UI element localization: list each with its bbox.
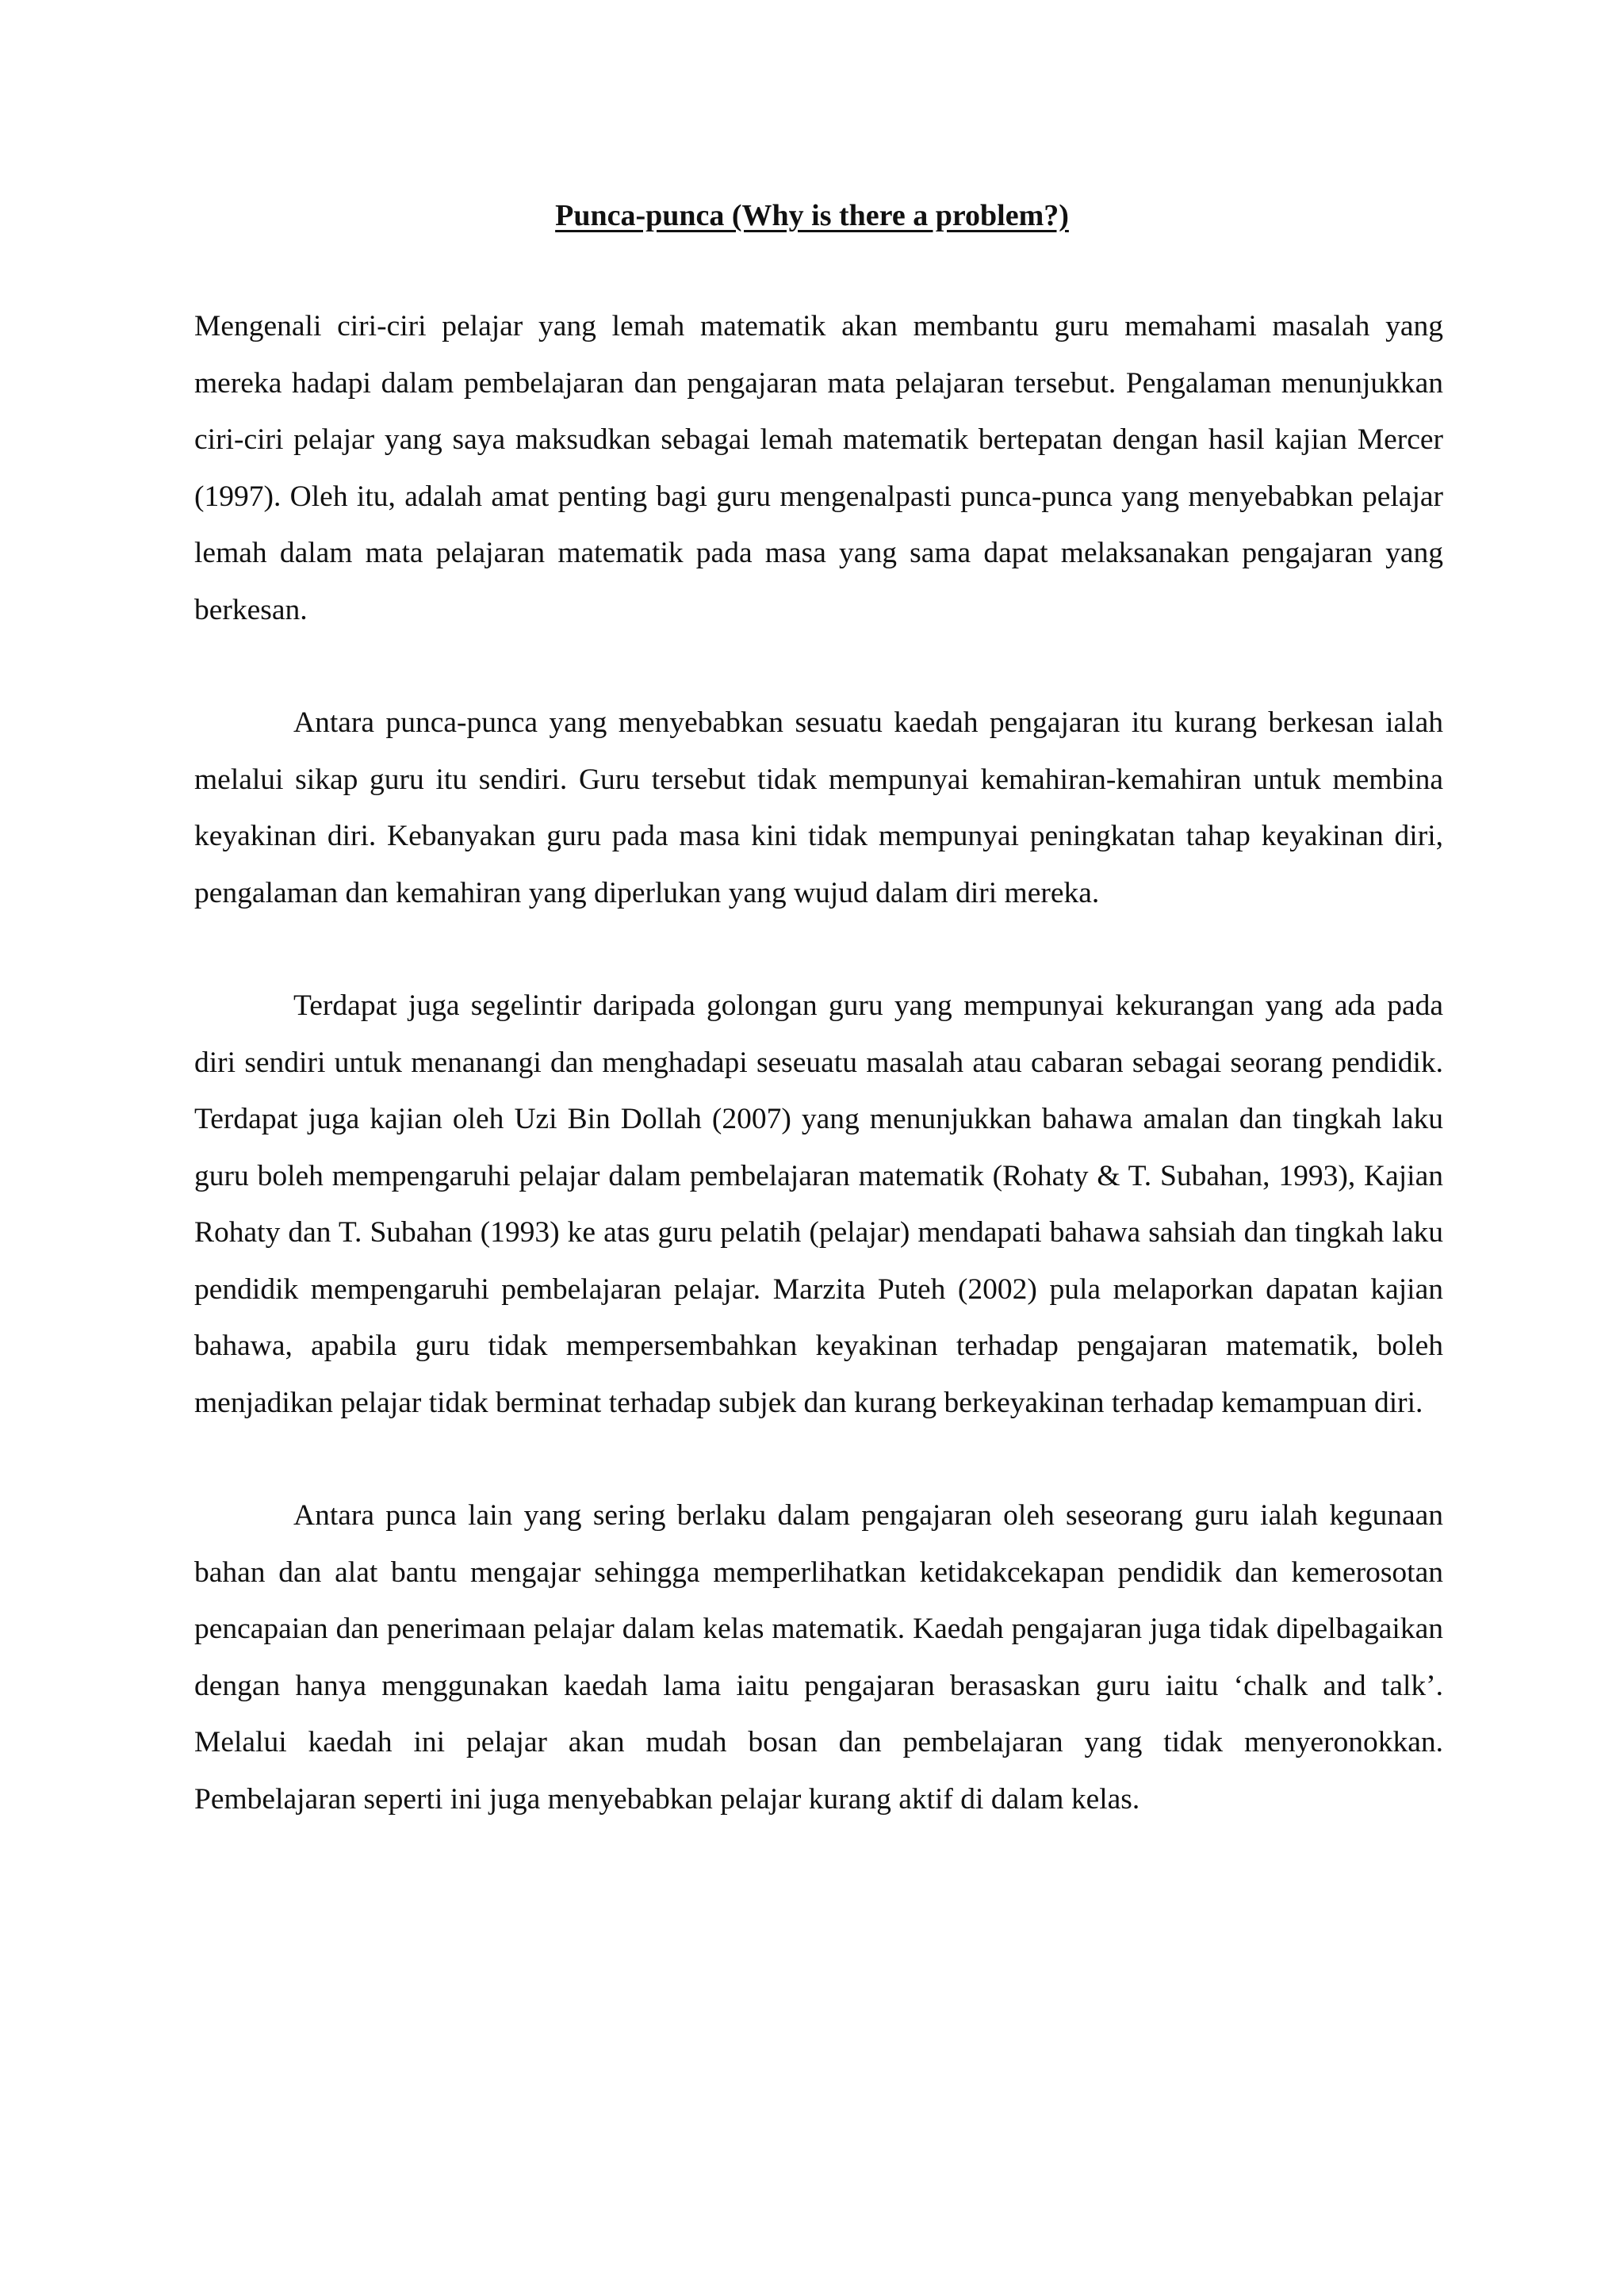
paragraph-1: Mengenali ciri-ciri pelajar yang lemah matematik akan membantu guru memahami masalah yang mereka hadapi dalam pembelajaran dan pengajaran mata pelajaran tersebut. Pengalaman menunjukkan ciri-ciri pelajar yang saya maksudkan sebagai lemah matematik bertepatan dengan hasil kajian Mercer (1997). Oleh itu, adalah amat penting bagi guru mengenalpasti punca-punca yang menyebabkan pelajar lemah dalam mata pelajaran matematik pada masa yang sama dapat melaksanakan pengajaran yang berkesan. [194,310,1443,626]
document-title: Punca-punca (Why is there a problem?) [555,199,1069,232]
document-body [194,298,1443,1884]
paragraph-2: Antara punca-punca yang menyebabkan sesuatu kaedah pengajaran itu kurang berkesan ialah melalui sikap guru itu sendiri. Guru tersebut tidak mempunyai kemahiran-kemahiran untuk membina keyakinan diri. Kebanyakan guru pada masa kini tidak mempunyai peningkatan tahap keyakinan diri, pengalaman dan kemahiran yang diperlukan yang wujud dalam diri mereka. [194,706,1443,909]
paragraph-4: Antara punca lain yang sering berlaku dalam pengajaran oleh seseorang guru ialah kegunaan bahan dan alat bantu mengajar sehingga memperlihatkan ketidakcekapan pendidik dan kemerosotan pencapaian dan penerimaan pelajar dalam kelas matematik. Kaedah pengajaran juga tidak dipelbagaikan dengan hanya menggunakan kaedah lama iaitu pengajaran berasaskan guru iaitu ‘chalk and talk’. Melalui kaedah ini pelajar akan mudah bosan dan pembelajaran yang tidak menyeronokkan. Pembelajaran seperti ini juga menyebabkan pelajar kurang aktif di dalam kelas. [194,1499,1443,1816]
paragraph-3: Terdapat juga segelintir daripada golongan guru yang mempunyai kekurangan yang ada pada diri sendiri untuk menanangi dan menghadapi seseuatu masalah atau cabaran sebagai seorang pendidik. Terdapat juga kajian oleh Uzi Bin Dollah (2007) yang menunjukkan bahawa amalan dan tingkah laku guru boleh mempengaruhi pelajar dalam pembelajaran matematik (Rohaty & T. Subahan, 1993), Kajian Rohaty dan T. Subahan (1993) ke atas guru pelatih (pelajar) mendapati bahawa sahsiah dan tingkah laku pendidik mempengaruhi pembelajaran pelajar. Marzita Puteh (2002) pula melaporkan dapatan kajian bahawa, apabila guru tidak mempersembahkan keyakinan terhadap pengajaran matematik, boleh menjadikan pelajar tidak berminat terhadap subjek dan kurang berkeyakinan terhadap kemampuan diri. [194,989,1443,1419]
